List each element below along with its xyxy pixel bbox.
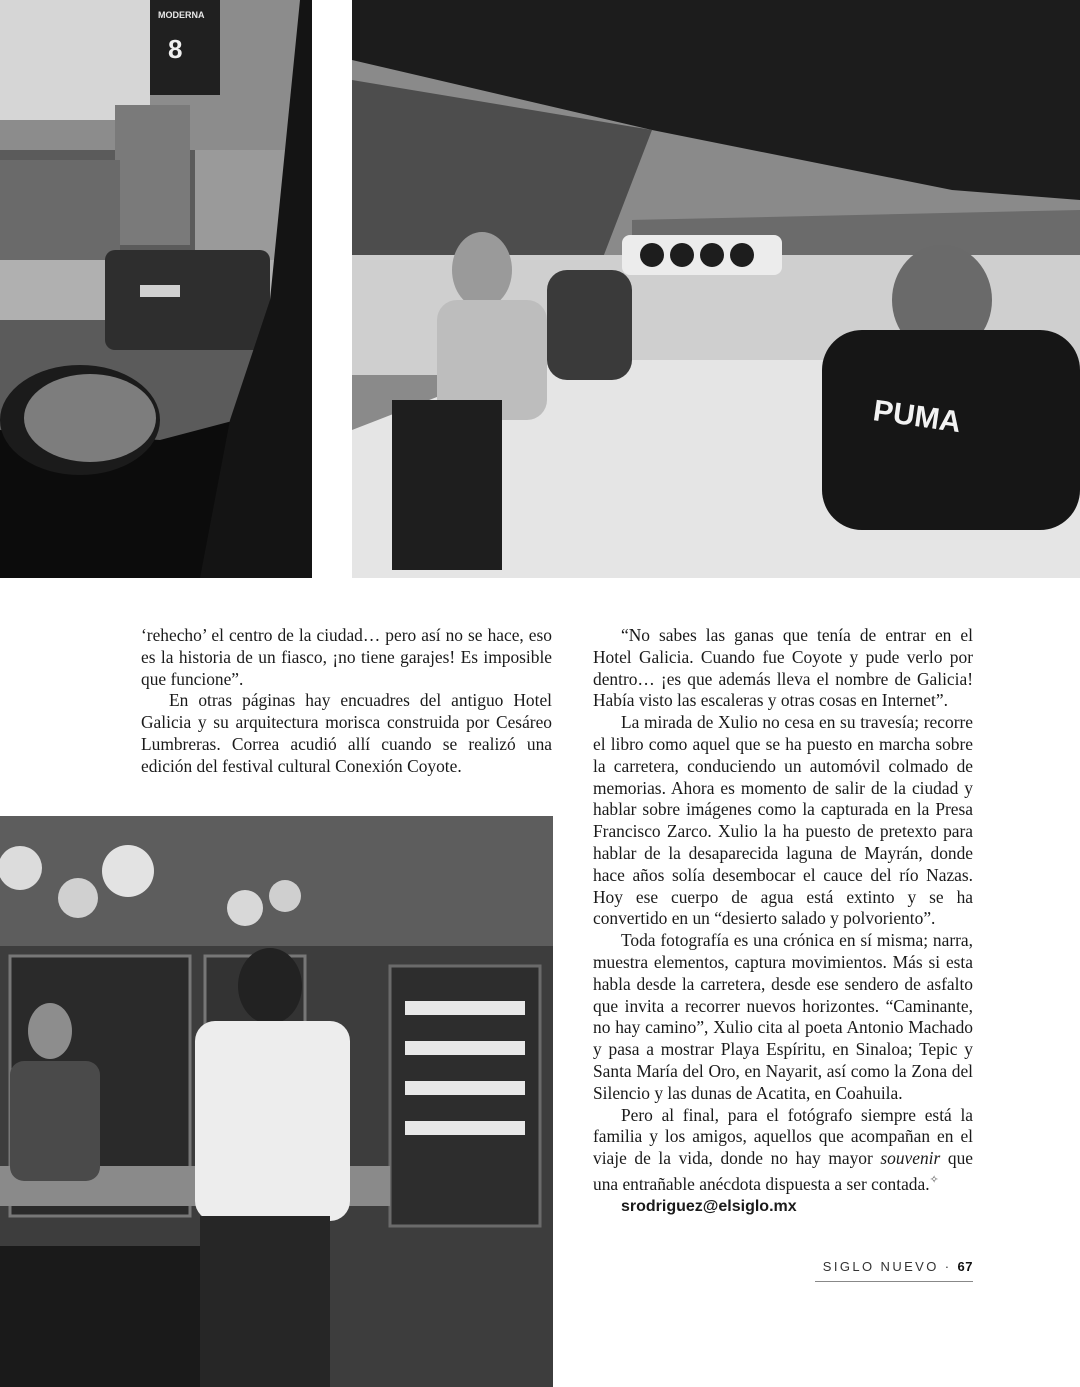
- photo-hat-shop: [0, 816, 553, 1387]
- shirt-logo-text: PUMA: [871, 394, 964, 440]
- billboard-brand: MODERNA: [158, 10, 205, 20]
- paragraph: “No sabes las ganas que tenía de entrar en el Hotel Galicia. Cuando fue Coyote y pude verlo por dentro… ¡es que además lleva el nombre de Galicia! Había visto las escaleras y otras cosas en Internet”.: [593, 625, 973, 711]
- closing-paragraph: [593, 1105, 973, 1196]
- paragraph: La mirada de Xulio no cesa en su travesía; recorre el libro como aquel que se ha puesto en marcha sobre la carretera, conduciendo un automóvil colmado de memorias. Ahora es momento de salir de la ciudad y hablar sobre imágenes como la capturada en la Presa Francisco Zarco. Xulio la ha puesto de pretexto para hablar de la desaparecida laguna de Mayrán, donde hace años solía desembocar el cauce del río Nazas. Hoy ese cuerpo de agua está extinto y se ha convertido en un “desierto salado y polvoriento”.: [593, 712, 973, 929]
- paragraph: Toda fotografía es una crónica en sí misma; narra, muestra elementos, captura movimientos. Más si esta habla desde la carretera, desde ese sendero de asfalto que invita a recorrer nuevos horizontes. “Caminante, no hay camino”, Xulio cita al poeta Antonio Machado y pasa a mostrar Playa Espíritu, en Sinaloa; Tepic y Santa María del Oro, en Nayarit, así como la Zona del Silencio y las dunas de Acatita, en Coahuila.: [593, 930, 973, 1103]
- page-number: 67: [957, 1259, 973, 1274]
- photo-boat-trip: [352, 0, 1080, 578]
- article-column-left: [141, 625, 552, 778]
- closing-text-start: Pero al final, para el fotógrafo siempre está la familia y los amigos, aquellos que acompañan en el viaje de la vida, donde no hay mayor: [593, 1104, 973, 1169]
- folio-separator: ·: [944, 1259, 952, 1274]
- closing-text-end: que una entrañable anécdota dispuesta a ser contada.: [593, 1148, 973, 1194]
- italic-word: souvenir: [880, 1148, 941, 1169]
- photo-street-scene: [0, 0, 312, 578]
- street-scene-illustration: [0, 0, 312, 578]
- folio-rule: [815, 1281, 973, 1282]
- end-mark-icon: ✧: [929, 1173, 939, 1186]
- paragraph: ‘rehecho’ el centro de la ciudad… pero así no se hace, eso es la historia de un fiasco, ¡no tiene garajes! Es imposible que funcione”.: [141, 625, 552, 689]
- billboard-number: 8: [168, 34, 183, 64]
- paragraph: En otras páginas hay encuadres del antiguo Hotel Galicia y su arquitectura morisca construida por Cesáreo Lumbreras. Correa acudió allí cuando se realizó una edición del festival cultural Conexión Coyote.: [141, 690, 552, 776]
- boat-scene-illustration: [352, 0, 1080, 578]
- author-email-link[interactable]: srodriguez@elsiglo.mx: [621, 1197, 797, 1215]
- page-folio: [815, 1259, 973, 1274]
- article-column-right: [593, 625, 973, 1218]
- publication-name: SIGLO NUEVO: [822, 1259, 939, 1274]
- hat-shop-illustration: [0, 816, 553, 1387]
